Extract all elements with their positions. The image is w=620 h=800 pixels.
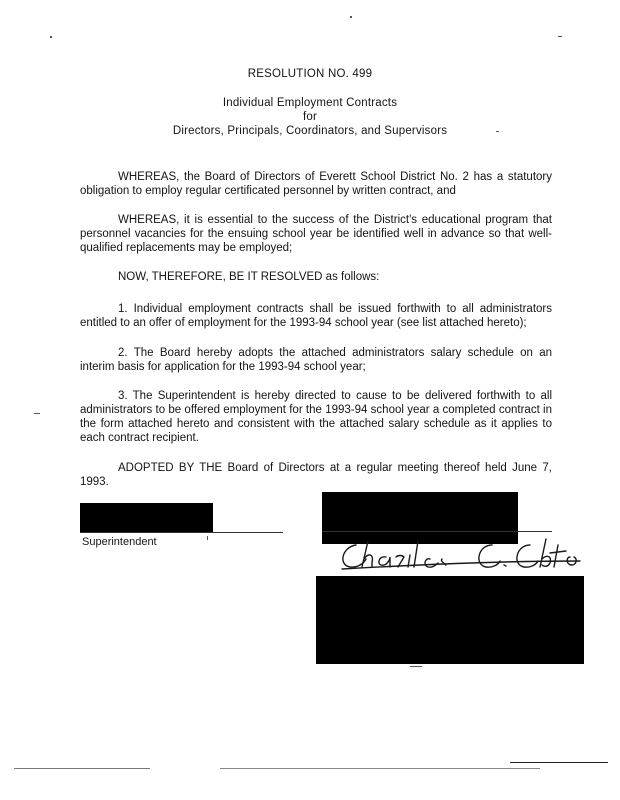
scan-speck [207, 536, 208, 540]
redaction-box [80, 503, 213, 533]
resolution-item-2: 2. The Board hereby adopts the attached administrators salary schedule on an interim basis for application for the 1993-94 school year; [80, 347, 552, 373]
redaction-box [316, 576, 584, 664]
subtitle-line-1: Individual Employment Contracts [222, 97, 398, 109]
adopted-statement: ADOPTED BY THE Board of Directors at a regular meeting thereof held June 7, 1993. [80, 462, 552, 488]
subtitle-line-3: Directors, Principals, Coordinators, and Supervisors [172, 125, 448, 137]
whereas-paragraph-1: WHEREAS, the Board of Directors of Everett School District No. 2 has a statutory obligation to employ regular certificated personnel by written contract, and [80, 171, 552, 197]
resolution-item-1: 1. Individual employment contracts shall be issued forthwith to all administrators entitled to an offer of employment for the 1993-94 school year (see list attached hereto); [80, 303, 552, 329]
superintendent-label: Superintendent [82, 536, 157, 548]
scan-edge-line [220, 768, 540, 769]
subtitle-line-2: for [302, 111, 318, 123]
scan-speck [50, 36, 52, 38]
signature-line [80, 532, 283, 533]
scan-speck [350, 16, 352, 18]
scan-speck [558, 36, 562, 37]
resolution-title: RESOLUTION NO. 499 [247, 68, 373, 80]
resolution-item-3: 3. The Superintendent is hereby directed to cause to be delivered forthwith to all administrators to be offered employment for the 1993-94 school year a completed contract in the form attached hereto and consistent with the attached salary schedule as it applies to each contract recipient. [80, 390, 552, 444]
scan-speck [410, 666, 422, 667]
now-therefore-line: NOW, THEREFORE, BE IT RESOLVED as follows: [118, 271, 380, 283]
handwritten-signature [334, 535, 584, 573]
scan-edge-line [510, 762, 608, 763]
scan-speck [34, 413, 40, 414]
whereas-paragraph-2: WHEREAS, it is essential to the success of the District's educational program that personnel vacancies for the ensuing school year be identified well in advance so that well-qualified replacements may be employed; [80, 214, 552, 254]
signature-line [322, 531, 552, 532]
scan-edge-line [14, 768, 150, 769]
